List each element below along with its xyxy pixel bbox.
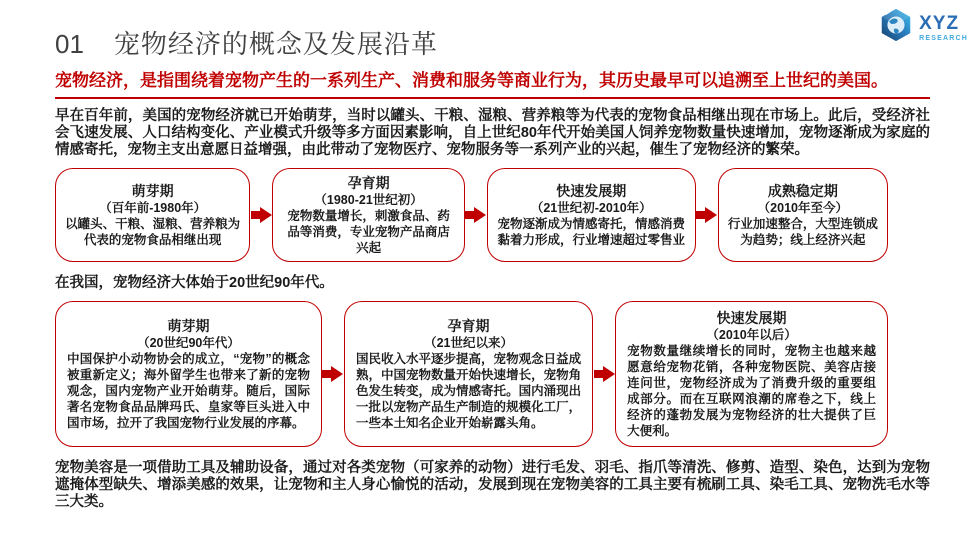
arrow-right-icon xyxy=(250,168,272,262)
logo-subname: RESEARCH xyxy=(919,34,968,42)
logo-wordmark xyxy=(919,14,968,42)
stage-desc: 中国保护小动物协会的成立，“宠物”的概念被重新定义；海外留学生也带来了新的宠物观念，国内宠物产业开始萌芽。随后，国际著名宠物食品品牌玛氏、皇家等巨头进入中国市场，拉开了我国宠物行业发展的序幕。 xyxy=(67,352,310,430)
stage-desc: 宠物数量继续增长的同时，宠物主也越来越愿意给宠物花销，各种宠物医院、美容店接连问世，宠物经济成为了消费升级的重要组成部分。而在互联网浪潮的席卷之下，线上经济的蓬勃发展为宠物经济的壮大提供了巨大便利。 xyxy=(627,344,876,438)
china-intro-line: 在我国，宠物经济大体始于20世纪90年代。 xyxy=(55,275,334,291)
stage-period: （1980-21世纪初） xyxy=(314,193,423,207)
stage-title: 萌芽期 xyxy=(131,183,174,199)
stage-desc: 以罐头、干粮、湿粮、营养粮为代表的宠物食品相继出现 xyxy=(65,217,241,247)
stage-desc: 宠物数量增长，刺激食品、药品等消费，专业宠物产品商店兴起 xyxy=(287,209,450,255)
logo xyxy=(877,6,968,49)
stage-title: 快速发展期 xyxy=(556,183,627,199)
section-number: 01 xyxy=(55,29,84,59)
stage-title: 萌芽期 xyxy=(167,318,210,334)
stage-box-cn-1 xyxy=(55,301,322,447)
stage-title: 快速发展期 xyxy=(716,310,787,326)
stage-box-us-4 xyxy=(718,168,888,262)
stage-desc: 行业加速整合，大型连锁成为趋势；线上经济兴起 xyxy=(727,217,878,247)
stage-box-cn-3 xyxy=(615,301,888,447)
stage-title: 成熟稳定期 xyxy=(767,183,838,199)
page-title: 宠物经济的概念及发展沿革 xyxy=(113,29,438,59)
stage-title: 孕育期 xyxy=(347,175,390,191)
arrow-right-icon xyxy=(593,301,615,447)
stage-period: （2010年以后） xyxy=(706,328,797,342)
stage-period: （2010年至今） xyxy=(757,201,848,215)
arrow-right-icon xyxy=(322,301,344,447)
stage-box-us-1 xyxy=(55,168,250,262)
definition-banner: 宠物经济，是指围绕着宠物产生的一系列生产、消费和服务等商业行为，其历史最早可以追溯至上世纪的美国。 xyxy=(55,70,930,99)
stage-title: 孕育期 xyxy=(447,318,490,334)
timeline-china xyxy=(55,301,888,447)
arrow-right-icon xyxy=(465,168,487,262)
pet-grooming-paragraph: 宠物美容是一项借助工具及辅助设备，通过对各类宠物（可家养的动物）进行毛发、羽毛、指爪等清洗、修剪、造型、染色，达到为宠物遮掩体型缺失、增添美感的效果，让宠物和主人身心愉悦的活动，发展到现在宠物美容的工具主要有梳刷工具、染毛工具、宠物洗毛水等三大类。 xyxy=(55,460,930,510)
stage-period: （21世纪以来） xyxy=(424,336,513,350)
arrow-right-icon xyxy=(696,168,718,262)
stage-period: （21世纪初-2010年） xyxy=(530,201,652,215)
timeline-us xyxy=(55,168,888,262)
globe-hexagon-icon xyxy=(877,6,915,49)
stage-period: （20世纪90年代） xyxy=(137,336,240,350)
header xyxy=(55,24,930,61)
logo-name: XYZ xyxy=(919,12,960,34)
stage-desc: 国民收入水平逐步提高，宠物观念日益成熟，中国宠物数量开始快速增长，宠物角色发生转变，成为情感寄托。国内涌现出一批以宠物产品生产制造的规模化工厂，一些本土知名企业开始崭露头角。 xyxy=(355,352,582,430)
us-history-paragraph: 早在百年前，美国的宠物经济就已开始萌芽，当时以罐头、干粮、湿粮、营养粮等为代表的宠物食品相继出现在市场上。此后，受经济社会飞速发展、人口结构变化、产业模式升级等多方面因素影响，自上世纪80年代开始美国人饲养宠物数量快速增加，宠物逐渐成为家庭的情感寄托，宠物主支出意愿日益增强，由此带动了宠物医疗、宠物服务等一系列产业的兴起，催生了宠物经济的繁荣。 xyxy=(55,108,930,158)
stage-box-us-3 xyxy=(487,168,696,262)
stage-box-us-2 xyxy=(272,168,464,262)
stage-desc: 宠物逐渐成为情感寄托，情感消费黏着力形成，行业增速超过零售业 xyxy=(497,217,686,247)
stage-box-cn-2 xyxy=(344,301,593,447)
stage-period: （百年前-1980年） xyxy=(99,201,207,215)
